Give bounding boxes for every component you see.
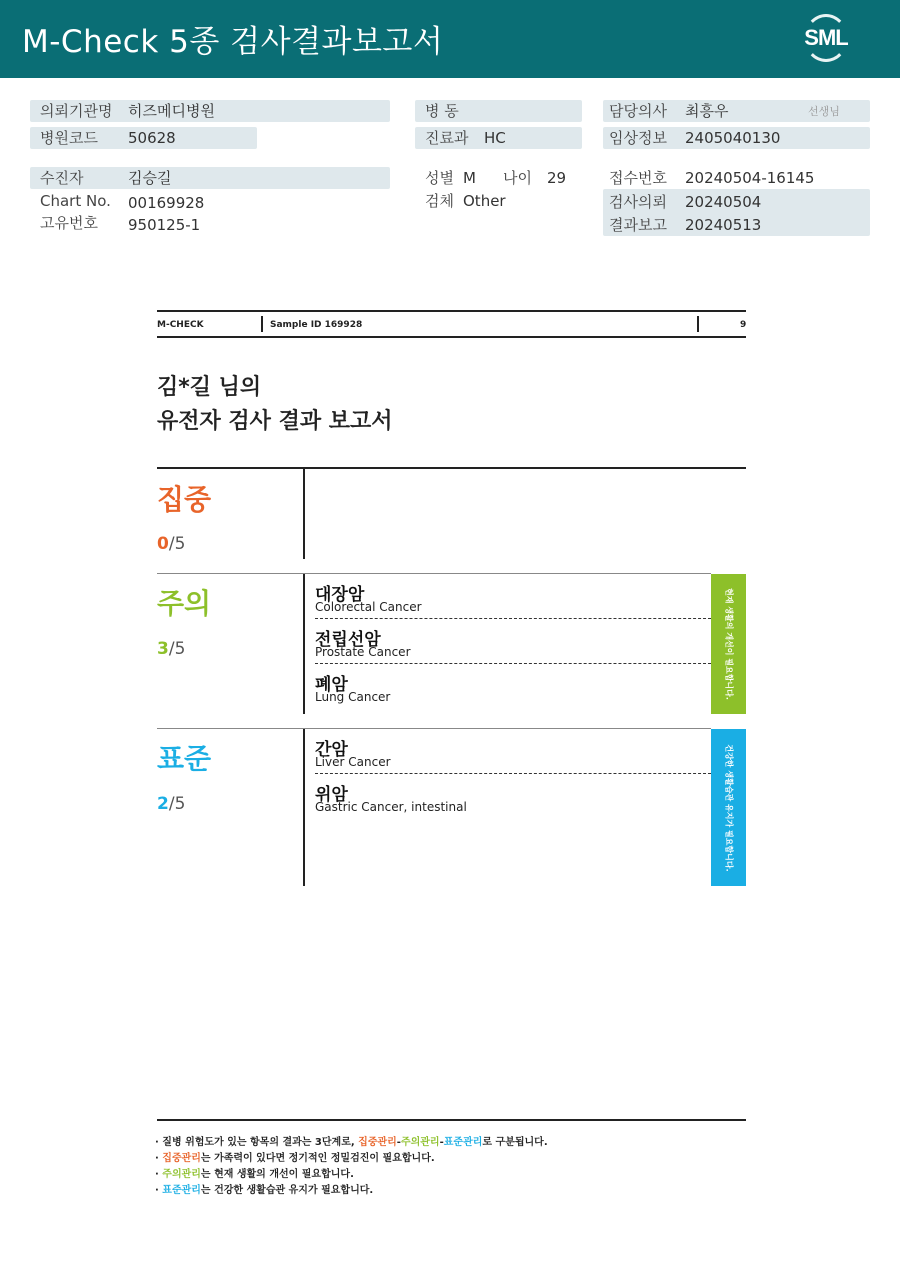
caution-side-text: 현재 생활의 개선이 필요합니다. — [724, 588, 733, 700]
unique-id-value: 950125-1 — [128, 216, 201, 234]
sample-id: Sample ID 169928 — [270, 320, 363, 330]
age-label: 나이 — [503, 169, 532, 187]
caution-item-name: 전립선암 — [315, 630, 381, 650]
note-line: · 주의관리는 현재 생활의 개선이 필요합니다. — [155, 1169, 354, 1180]
receipt-label: 접수번호 — [609, 169, 667, 187]
header-divider — [261, 316, 263, 332]
standard-item-name: 간암 — [315, 740, 348, 760]
caution-count: 3/5 — [157, 639, 186, 659]
specimen-label: 검체 — [425, 192, 454, 210]
standard-label: 표준 — [157, 742, 212, 775]
caution-item-english: Colorectal Cancer — [315, 600, 422, 614]
doctor-suffix: 선생님 — [808, 105, 840, 118]
chart-value: 00169928 — [128, 194, 205, 212]
receipt-value: 20240504-16145 — [685, 169, 815, 187]
report-header-rule — [157, 336, 746, 338]
caution-item-english: Lung Cancer — [315, 690, 391, 704]
report-subject-line: 유전자 검사 결과 보고서 — [157, 409, 393, 434]
caution-item-name: 대장암 — [315, 585, 365, 605]
request-label: 검사의뢰 — [609, 193, 667, 211]
clinical-value: 2405040130 — [685, 129, 781, 147]
notes-block — [155, 1135, 548, 1199]
caution-rule — [157, 573, 711, 574]
standard-item-english: Liver Cancer — [315, 755, 391, 769]
standard-item-english: Gastric Cancer, intestinal — [315, 800, 467, 814]
report-brand: M-CHECK — [157, 320, 204, 330]
hospital-code-label: 병원코드 — [40, 129, 98, 147]
standard-side-banner — [711, 729, 746, 886]
sex-value: M — [463, 169, 476, 187]
focus-rule — [157, 467, 746, 469]
age-value: 29 — [547, 169, 567, 187]
report-top-rule — [157, 310, 746, 312]
result-label: 결과보고 — [609, 216, 667, 234]
unique-id-label: 고유번호 — [40, 214, 98, 232]
patient-bar — [30, 167, 390, 189]
caution-item-english: Prostate Cancer — [315, 645, 411, 659]
focus-count: 0/5 — [157, 534, 186, 554]
standard-rule — [157, 728, 711, 729]
institution-label: 의뢰기관명 — [40, 102, 113, 120]
institution-value: 히즈메디병원 — [128, 102, 215, 120]
patient-label: 수진자 — [40, 169, 84, 187]
report-name-line: 김*길 님의 — [157, 375, 262, 400]
item-separator — [315, 663, 711, 664]
standard-item-name: 위암 — [315, 785, 348, 805]
caution-side-banner — [711, 574, 746, 714]
request-value: 20240504 — [685, 193, 762, 211]
specimen-value: Other — [463, 192, 506, 210]
dept-value: HC — [484, 129, 506, 147]
patient-value: 김승길 — [128, 169, 172, 187]
result-value: 20240513 — [685, 216, 762, 234]
dept-label: 진료과 — [425, 129, 469, 147]
standard-divider — [303, 729, 305, 886]
header-divider-right — [697, 316, 699, 332]
caution-label: 주의 — [157, 587, 212, 620]
report-header-band — [0, 0, 900, 78]
focus-divider — [303, 469, 305, 559]
notes-rule — [157, 1119, 746, 1121]
standard-side-text: 건강한 생활습관 유지가 필요합니다. — [724, 743, 733, 872]
logo-text: SML — [804, 25, 848, 50]
note-line: · 질병 위험도가 있는 항목의 결과는 3단계로, 집중관리-주의관리-표준관리로 구분됩니다. — [155, 1137, 548, 1148]
item-separator — [315, 773, 711, 774]
sml-logo — [798, 14, 854, 66]
doctor-value: 최흥우 — [685, 102, 729, 120]
note-line: · 표준관리는 건강한 생활습관 유지가 필요합니다. — [155, 1185, 374, 1196]
caution-divider — [303, 574, 305, 714]
hospital-code-value: 50628 — [128, 129, 176, 147]
doctor-label: 담당의사 — [609, 102, 667, 120]
sex-label: 성별 — [425, 169, 454, 187]
caution-item-name: 폐암 — [315, 675, 348, 695]
note-line: · 집중관리는 가족력이 있다면 정기적인 정밀검진이 필요합니다. — [155, 1153, 435, 1164]
page-number: 9 — [740, 320, 747, 330]
standard-count: 2/5 — [157, 794, 186, 814]
ward-label: 병 동 — [425, 102, 459, 120]
item-separator — [315, 618, 711, 619]
report-title: M-Check 5종 검사결과보고서 — [22, 24, 444, 60]
clinical-label: 임상정보 — [609, 129, 667, 147]
chart-label: Chart No. — [40, 192, 111, 210]
focus-label: 집중 — [157, 483, 212, 516]
